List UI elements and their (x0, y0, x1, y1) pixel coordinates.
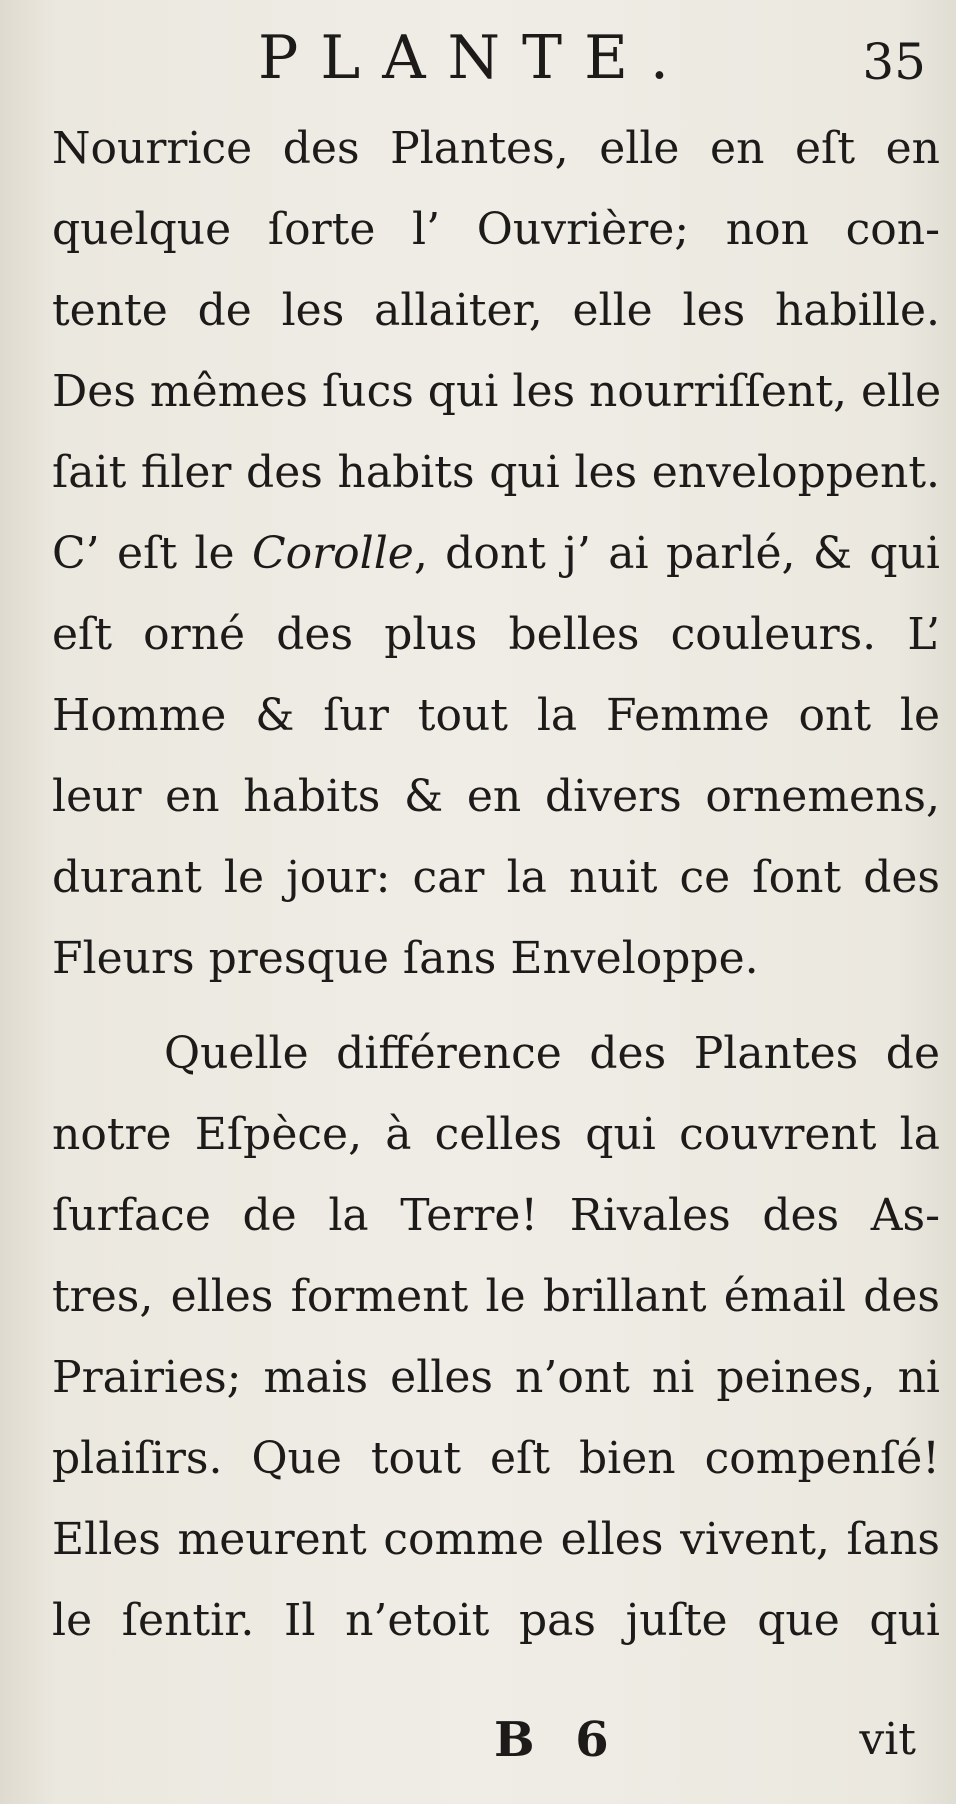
text-line: Homme & ſur tout la Femme ont le (52, 690, 940, 741)
text-segment: , dont j’ ai parlé, & qui (413, 528, 940, 579)
text-segment: C’ eſt le (52, 528, 252, 579)
text-line: ſurface de la Terre! Rivales des As- (52, 1190, 940, 1241)
running-head (0, 18, 956, 98)
text-line (52, 513, 940, 594)
paragraph-1 (52, 108, 940, 999)
signature-mark: B 6 (494, 1712, 621, 1768)
text-line: Nourrice des Plantes, elle en eſt en (52, 123, 940, 174)
paragraph-gap (52, 999, 940, 1013)
text-line: quelque ſorte l’ Ouvrière; non con- (52, 204, 940, 255)
text-line: plaiſirs. Que tout eſt bien compenſé! (52, 1433, 940, 1484)
text-line: le ſentir. Il n’etoit pas juſte que qui (52, 1595, 940, 1646)
text-line: tres, elles forment le brillant émail des (52, 1271, 940, 1322)
body-text (52, 108, 940, 1661)
text-line: Fleurs presque ſans Enveloppe. (52, 933, 759, 984)
text-line: tente de les allaiter, elle les habille. (52, 285, 940, 336)
text-line: Des mêmes ſucs qui les nourriſſent, elle (52, 366, 942, 417)
text-line: Prairies; mais elles n’ont ni peines, ni (52, 1352, 940, 1403)
paragraph-2 (52, 1013, 940, 1661)
text-line: leur en habits & en divers ornemens, (52, 771, 940, 822)
catchword: vit (859, 1714, 916, 1765)
text-line: Elles meurent comme elles vivent, ſans (52, 1514, 940, 1565)
text-line: notre Eſpèce, à celles qui couvrent la (52, 1109, 940, 1160)
text-line: ſait filer des habits qui les enveloppent. (52, 447, 940, 498)
italic-term: Corolle (251, 528, 414, 579)
text-line: eſt orné des plus belles couleurs. L’ (52, 609, 940, 660)
page-footer (0, 1700, 956, 1780)
text-line: durant le jour: car la nuit ce ſont des (52, 852, 940, 903)
page-number: 35 (862, 33, 926, 91)
text-line: Quelle différence des Plantes de (164, 1028, 940, 1079)
page-title: PLANTE. (258, 23, 691, 93)
